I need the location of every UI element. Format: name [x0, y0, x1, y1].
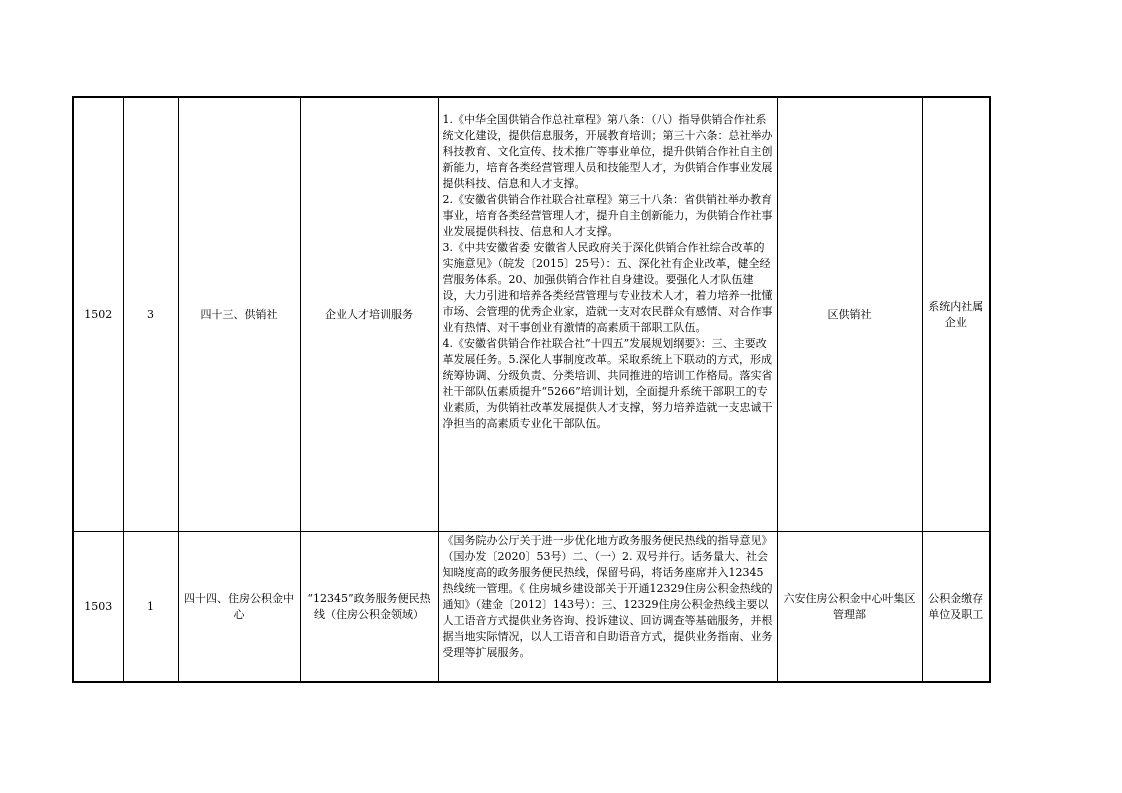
service-target-cell: 公积金缴存单位及职工: [922, 532, 990, 683]
department-cell: 四十四、住房公积金中心: [178, 532, 300, 683]
department-cell: 四十三、供销社: [178, 97, 300, 532]
service-name-cell: “12345”政务服务便民热线（住房公积金领域）: [300, 532, 438, 683]
table-row: [73, 97, 990, 532]
service-target-cell: 系统内社属企业: [922, 97, 990, 532]
table-row: [73, 532, 990, 683]
legal-basis-text: 《国务院办公厅关于进一步优化地方政务服务便民热线的指导意见》（国办发〔2020〕53号）二、（一）2. 双号并行。话务量大、社会知晓度高的政务服务便民热线，保留号码，将话务座席并入12345热线统一管理。《 住房城乡建设部关于开通12329住房公积金热线的通知》（建金〔2012〕143号）：三、12329住房公积金热线主要以人工语音方式提供业务咨询、投诉建议、回访调查等基础服务，并根据当地实际情况，以人工语音和自助语音方式，提供业务指南、业务受理等扩展服务。: [442, 534, 773, 659]
legal-basis-text: 1.《中华全国供销合作总社章程》第八条：（八）指导供销合作社系统文化建设，提供信息服务，开展教育培训；第三十六条：总社举办科技教育、文化宣传、技术推广等事业单位，提升供销合作社自主创新能力，培育各类经营管理人员和技能型人才，为供销合作事业发展提供科技、信息和人才支撑。 2.《安徽省供销合作社联合社章程》第三十八条：省供销社举办教育事业，培育各类经营管理人才，提升自主创新能力，为供销合作社事业发展提供科技、信息和人才支撑。 3.《中共安徽省委 安徽省人民政府关于深化供销合作社综合改革的实施意见》（皖发〔2015〕25号）：五、深化社有企业改革，健全经营服务体系。20、加强供销合作社自身建设。要强化人才队伍建设，大力引进和培养各类经营管理与专业技术人才，着力培养一批懂市场、会管理的优秀企业家，造就一支对农民群众有感情、对合作事业有热情、对干事创业有激情的高素质干部职工队伍。 4.《安徽省供销合作社联合社“十四五”发展规划纲要》：三、主要改革发展任务。5.深化人事制度改革。采取系统上下联动的方式，形成统筹协调、分级负责、分类培训、共同推进的培训工作格局。落实省社干部队伍素质提升“5266”培训计划，全面提升系统干部职工的专业素质，为供销社改革发展提供人才支撑，努力培养造就一支忠诚干净担当的高素质专业化干部队伍。: [442, 113, 773, 430]
legal-basis-cell: [438, 532, 777, 683]
item-index-cell: 3: [123, 97, 178, 532]
item-index-cell: 1: [123, 532, 178, 683]
legal-basis-cell: [438, 97, 777, 532]
serial-number-cell: 1502: [73, 97, 123, 532]
responsible-unit-cell: 六安住房公积金中心叶集区管理部: [777, 532, 922, 683]
responsible-unit-cell: 区供销社: [777, 97, 922, 532]
service-table: [72, 96, 991, 683]
service-name-cell: 企业人才培训服务: [300, 97, 438, 532]
serial-number-cell: 1503: [73, 532, 123, 683]
